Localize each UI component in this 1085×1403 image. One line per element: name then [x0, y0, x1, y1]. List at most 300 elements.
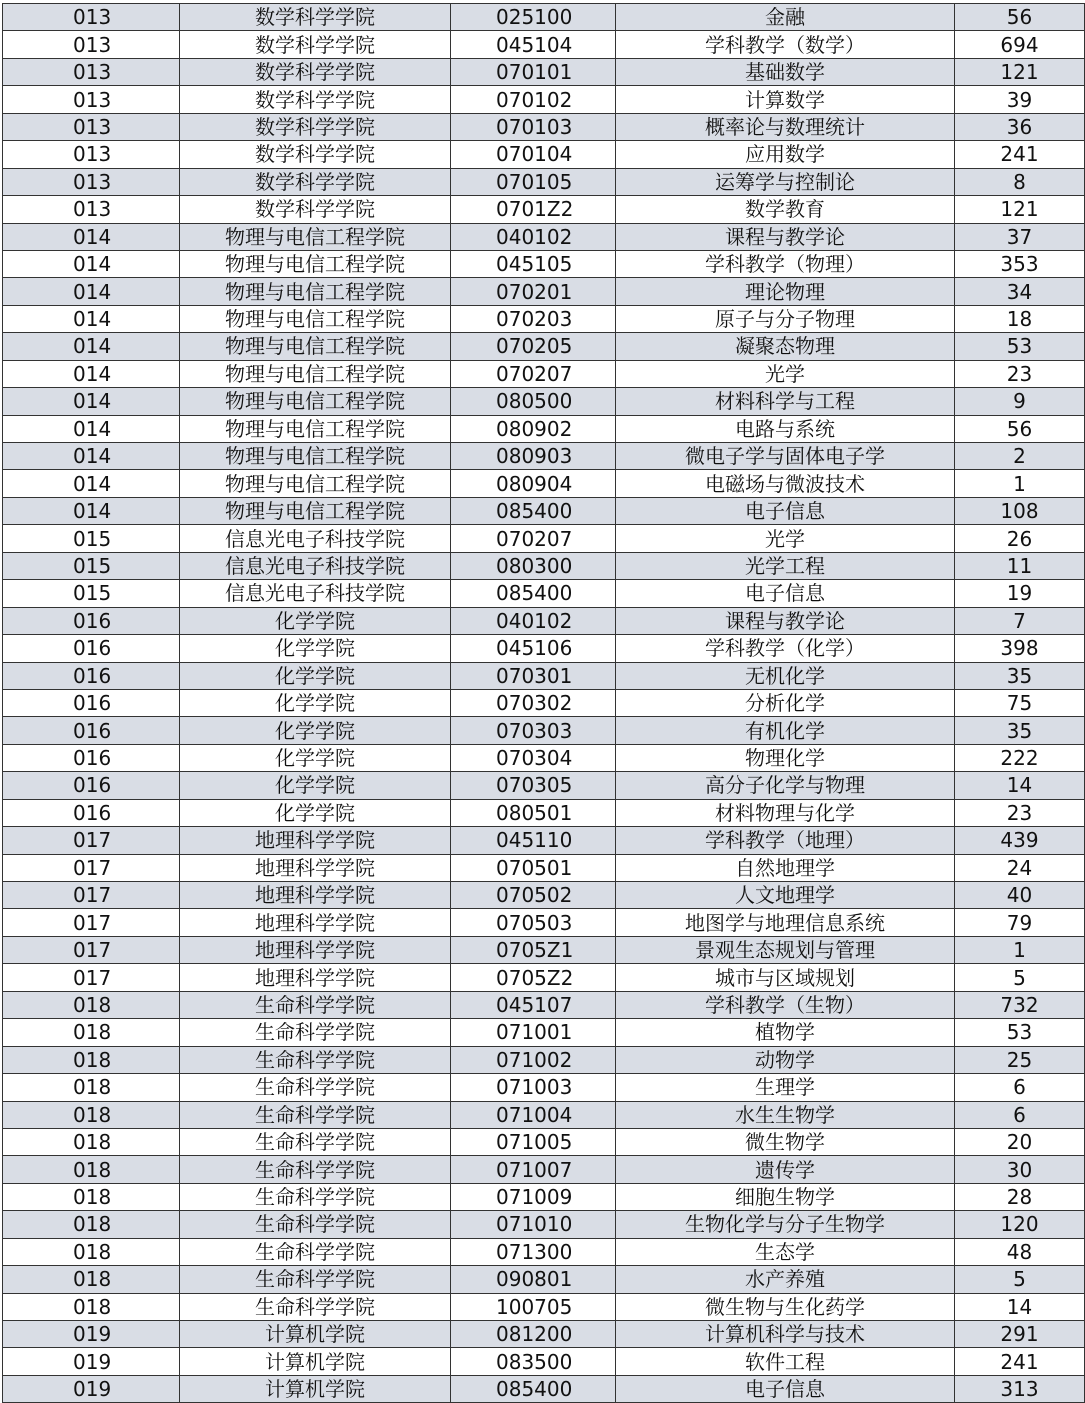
- major-code-cell: 045106: [451, 635, 616, 662]
- college-name-cell: 地理科学学院: [180, 936, 451, 963]
- major-code-cell: 071300: [451, 1238, 616, 1265]
- college-name-cell: 物理与电信工程学院: [180, 470, 451, 497]
- college-code-cell: 018: [3, 1293, 180, 1320]
- table-row: [3, 141, 1085, 168]
- major-code-cell: 100705: [451, 1293, 616, 1320]
- college-code-cell: 017: [3, 964, 180, 991]
- college-code-cell: 019: [3, 1348, 180, 1375]
- college-name-cell: 地理科学学院: [180, 854, 451, 881]
- major-name-cell: 植物学: [616, 1019, 955, 1046]
- college-name-cell: 地理科学学院: [180, 827, 451, 854]
- major-name-cell: 学科教学（地理）: [616, 827, 955, 854]
- table-row: [3, 388, 1085, 415]
- college-code-cell: 018: [3, 1046, 180, 1073]
- college-name-cell: 生命科学学院: [180, 1183, 451, 1210]
- college-name-cell: 计算机学院: [180, 1321, 451, 1348]
- college-code-cell: 014: [3, 443, 180, 470]
- college-code-cell: 014: [3, 250, 180, 277]
- table-row: [3, 443, 1085, 470]
- college-code-cell: 017: [3, 909, 180, 936]
- major-name-cell: 学科教学（生物）: [616, 991, 955, 1018]
- college-code-cell: 013: [3, 4, 180, 31]
- major-name-cell: 金融: [616, 4, 955, 31]
- college-code-cell: 014: [3, 278, 180, 305]
- count-cell: 37: [955, 223, 1085, 250]
- major-code-cell: 080904: [451, 470, 616, 497]
- major-code-cell: 040102: [451, 223, 616, 250]
- college-name-cell: 数学科学学院: [180, 141, 451, 168]
- count-cell: 14: [955, 772, 1085, 799]
- major-code-cell: 070501: [451, 854, 616, 881]
- major-code-cell: 045110: [451, 827, 616, 854]
- count-cell: 241: [955, 1348, 1085, 1375]
- count-cell: 40: [955, 882, 1085, 909]
- college-name-cell: 生命科学学院: [180, 1266, 451, 1293]
- college-name-cell: 地理科学学院: [180, 964, 451, 991]
- major-name-cell: 自然地理学: [616, 854, 955, 881]
- count-cell: 30: [955, 1156, 1085, 1183]
- college-code-cell: 018: [3, 1211, 180, 1238]
- major-name-cell: 课程与教学论: [616, 223, 955, 250]
- major-name-cell: 有机化学: [616, 717, 955, 744]
- college-code-cell: 013: [3, 58, 180, 85]
- major-name-cell: 材料物理与化学: [616, 799, 955, 826]
- table-row: [3, 1156, 1085, 1183]
- major-name-cell: 城市与区域规划: [616, 964, 955, 991]
- table-row: [3, 305, 1085, 332]
- college-code-cell: 018: [3, 1019, 180, 1046]
- college-name-cell: 化学学院: [180, 607, 451, 634]
- count-cell: 53: [955, 1019, 1085, 1046]
- college-name-cell: 化学学院: [180, 717, 451, 744]
- college-name-cell: 生命科学学院: [180, 1211, 451, 1238]
- college-code-cell: 017: [3, 936, 180, 963]
- major-code-cell: 085400: [451, 580, 616, 607]
- count-cell: 35: [955, 662, 1085, 689]
- table-row: [3, 58, 1085, 85]
- count-cell: 313: [955, 1375, 1085, 1402]
- college-code-cell: 017: [3, 854, 180, 881]
- college-code-cell: 013: [3, 113, 180, 140]
- college-name-cell: 化学学院: [180, 689, 451, 716]
- major-name-cell: 无机化学: [616, 662, 955, 689]
- major-name-cell: 光学: [616, 360, 955, 387]
- count-cell: 6: [955, 1074, 1085, 1101]
- major-name-cell: 光学工程: [616, 552, 955, 579]
- major-name-cell: 学科教学（物理）: [616, 250, 955, 277]
- major-code-cell: 085400: [451, 497, 616, 524]
- major-code-cell: 080902: [451, 415, 616, 442]
- college-name-cell: 化学学院: [180, 662, 451, 689]
- count-cell: 23: [955, 799, 1085, 826]
- major-code-cell: 0705Z2: [451, 964, 616, 991]
- table-row: [3, 1321, 1085, 1348]
- table-row: [3, 744, 1085, 771]
- college-name-cell: 生命科学学院: [180, 1156, 451, 1183]
- table-row: [3, 1019, 1085, 1046]
- major-name-cell: 分析化学: [616, 689, 955, 716]
- college-name-cell: 生命科学学院: [180, 991, 451, 1018]
- major-name-cell: 数学教育: [616, 196, 955, 223]
- count-cell: 8: [955, 168, 1085, 195]
- major-code-cell: 071009: [451, 1183, 616, 1210]
- college-name-cell: 信息光电子科技学院: [180, 525, 451, 552]
- college-name-cell: 物理与电信工程学院: [180, 223, 451, 250]
- college-code-cell: 018: [3, 991, 180, 1018]
- table-row: [3, 250, 1085, 277]
- college-name-cell: 化学学院: [180, 744, 451, 771]
- major-name-cell: 地图学与地理信息系统: [616, 909, 955, 936]
- count-cell: 23: [955, 360, 1085, 387]
- table-row: [3, 168, 1085, 195]
- college-code-cell: 014: [3, 497, 180, 524]
- college-name-cell: 生命科学学院: [180, 1019, 451, 1046]
- major-name-cell: 高分子化学与物理: [616, 772, 955, 799]
- college-code-cell: 016: [3, 772, 180, 799]
- major-code-cell: 071002: [451, 1046, 616, 1073]
- college-code-cell: 018: [3, 1238, 180, 1265]
- table-row: [3, 113, 1085, 140]
- count-cell: 121: [955, 196, 1085, 223]
- table-row: [3, 497, 1085, 524]
- major-code-cell: 045105: [451, 250, 616, 277]
- major-name-cell: 微生物与生化药学: [616, 1293, 955, 1320]
- count-cell: 1: [955, 936, 1085, 963]
- table-row: [3, 607, 1085, 634]
- college-name-cell: 地理科学学院: [180, 909, 451, 936]
- count-cell: 120: [955, 1211, 1085, 1238]
- count-cell: 18: [955, 305, 1085, 332]
- major-code-cell: 071001: [451, 1019, 616, 1046]
- college-name-cell: 数学科学学院: [180, 58, 451, 85]
- college-name-cell: 化学学院: [180, 799, 451, 826]
- major-code-cell: 070101: [451, 58, 616, 85]
- count-cell: 2: [955, 443, 1085, 470]
- major-code-cell: 070201: [451, 278, 616, 305]
- table-row: [3, 772, 1085, 799]
- college-name-cell: 计算机学院: [180, 1375, 451, 1402]
- table-row: [3, 1183, 1085, 1210]
- major-name-cell: 电子信息: [616, 497, 955, 524]
- major-name-cell: 水生生物学: [616, 1101, 955, 1128]
- college-code-cell: 018: [3, 1074, 180, 1101]
- college-name-cell: 生命科学学院: [180, 1293, 451, 1320]
- major-code-cell: 090801: [451, 1266, 616, 1293]
- major-code-cell: 071007: [451, 1156, 616, 1183]
- major-name-cell: 原子与分子物理: [616, 305, 955, 332]
- college-code-cell: 013: [3, 196, 180, 223]
- table-row: [3, 1238, 1085, 1265]
- table-row: [3, 689, 1085, 716]
- table-row: [3, 278, 1085, 305]
- count-cell: 36: [955, 113, 1085, 140]
- count-cell: 108: [955, 497, 1085, 524]
- college-name-cell: 数学科学学院: [180, 86, 451, 113]
- count-cell: 5: [955, 1266, 1085, 1293]
- college-name-cell: 地理科学学院: [180, 882, 451, 909]
- count-cell: 7: [955, 607, 1085, 634]
- college-code-cell: 013: [3, 141, 180, 168]
- major-code-cell: 080300: [451, 552, 616, 579]
- major-name-cell: 生理学: [616, 1074, 955, 1101]
- major-name-cell: 电磁场与微波技术: [616, 470, 955, 497]
- college-name-cell: 信息光电子科技学院: [180, 580, 451, 607]
- college-name-cell: 数学科学学院: [180, 168, 451, 195]
- major-code-cell: 045107: [451, 991, 616, 1018]
- major-name-cell: 软件工程: [616, 1348, 955, 1375]
- college-code-cell: 014: [3, 333, 180, 360]
- college-code-cell: 015: [3, 525, 180, 552]
- major-code-cell: 070103: [451, 113, 616, 140]
- count-cell: 439: [955, 827, 1085, 854]
- count-cell: 26: [955, 525, 1085, 552]
- major-code-cell: 070301: [451, 662, 616, 689]
- table-row: [3, 882, 1085, 909]
- college-code-cell: 018: [3, 1156, 180, 1183]
- table-row: [3, 415, 1085, 442]
- table-row: [3, 991, 1085, 1018]
- college-code-cell: 016: [3, 744, 180, 771]
- major-code-cell: 070502: [451, 882, 616, 909]
- count-cell: 121: [955, 58, 1085, 85]
- major-code-cell: 070503: [451, 909, 616, 936]
- table-row: [3, 525, 1085, 552]
- college-code-cell: 013: [3, 86, 180, 113]
- table-row: [3, 635, 1085, 662]
- college-code-cell: 014: [3, 305, 180, 332]
- college-name-cell: 生命科学学院: [180, 1238, 451, 1265]
- major-code-cell: 070207: [451, 360, 616, 387]
- count-cell: 222: [955, 744, 1085, 771]
- college-name-cell: 信息光电子科技学院: [180, 552, 451, 579]
- table-row: [3, 1128, 1085, 1155]
- major-code-cell: 071010: [451, 1211, 616, 1238]
- college-name-cell: 物理与电信工程学院: [180, 497, 451, 524]
- major-code-cell: 071003: [451, 1074, 616, 1101]
- table-row: [3, 223, 1085, 250]
- college-name-cell: 数学科学学院: [180, 113, 451, 140]
- major-code-cell: 070102: [451, 86, 616, 113]
- college-code-cell: 019: [3, 1321, 180, 1348]
- college-code-cell: 016: [3, 635, 180, 662]
- major-name-cell: 微生物学: [616, 1128, 955, 1155]
- count-cell: 56: [955, 4, 1085, 31]
- college-name-cell: 物理与电信工程学院: [180, 415, 451, 442]
- major-name-cell: 遗传学: [616, 1156, 955, 1183]
- major-code-cell: 045104: [451, 31, 616, 58]
- count-cell: 75: [955, 689, 1085, 716]
- count-cell: 39: [955, 86, 1085, 113]
- college-name-cell: 数学科学学院: [180, 31, 451, 58]
- count-cell: 398: [955, 635, 1085, 662]
- major-name-cell: 学科教学（化学）: [616, 635, 955, 662]
- college-code-cell: 014: [3, 470, 180, 497]
- major-name-cell: 物理化学: [616, 744, 955, 771]
- table-row: [3, 909, 1085, 936]
- count-cell: 19: [955, 580, 1085, 607]
- major-name-cell: 计算数学: [616, 86, 955, 113]
- college-code-cell: 014: [3, 223, 180, 250]
- count-cell: 694: [955, 31, 1085, 58]
- college-name-cell: 生命科学学院: [180, 1128, 451, 1155]
- count-cell: 1: [955, 470, 1085, 497]
- table-row: [3, 360, 1085, 387]
- count-cell: 53: [955, 333, 1085, 360]
- college-code-cell: 015: [3, 552, 180, 579]
- count-cell: 25: [955, 1046, 1085, 1073]
- major-name-cell: 微电子学与固体电子学: [616, 443, 955, 470]
- college-name-cell: 生命科学学院: [180, 1046, 451, 1073]
- major-name-cell: 生态学: [616, 1238, 955, 1265]
- college-name-cell: 生命科学学院: [180, 1074, 451, 1101]
- major-code-cell: 071005: [451, 1128, 616, 1155]
- major-code-cell: 080500: [451, 388, 616, 415]
- major-name-cell: 动物学: [616, 1046, 955, 1073]
- table-row: [3, 964, 1085, 991]
- count-cell: 14: [955, 1293, 1085, 1320]
- major-code-cell: 070104: [451, 141, 616, 168]
- major-name-cell: 景观生态规划与管理: [616, 936, 955, 963]
- major-name-cell: 电路与系统: [616, 415, 955, 442]
- major-code-cell: 0701Z2: [451, 196, 616, 223]
- college-name-cell: 数学科学学院: [180, 196, 451, 223]
- college-name-cell: 物理与电信工程学院: [180, 250, 451, 277]
- enrollment-table: [2, 3, 1085, 1403]
- major-name-cell: 光学: [616, 525, 955, 552]
- table-row: [3, 936, 1085, 963]
- college-code-cell: 017: [3, 827, 180, 854]
- major-name-cell: 生物化学与分子生物学: [616, 1211, 955, 1238]
- major-code-cell: 0705Z1: [451, 936, 616, 963]
- table-row: [3, 196, 1085, 223]
- college-code-cell: 013: [3, 31, 180, 58]
- major-code-cell: 025100: [451, 4, 616, 31]
- major-name-cell: 材料科学与工程: [616, 388, 955, 415]
- major-code-cell: 080903: [451, 443, 616, 470]
- major-name-cell: 人文地理学: [616, 882, 955, 909]
- major-code-cell: 083500: [451, 1348, 616, 1375]
- college-code-cell: 014: [3, 388, 180, 415]
- major-code-cell: 070305: [451, 772, 616, 799]
- table-row: [3, 1074, 1085, 1101]
- major-name-cell: 电子信息: [616, 1375, 955, 1402]
- college-code-cell: 014: [3, 415, 180, 442]
- major-name-cell: 凝聚态物理: [616, 333, 955, 360]
- major-code-cell: 070203: [451, 305, 616, 332]
- college-name-cell: 物理与电信工程学院: [180, 333, 451, 360]
- count-cell: 5: [955, 964, 1085, 991]
- table-row: [3, 662, 1085, 689]
- major-code-cell: 080501: [451, 799, 616, 826]
- table-row: [3, 1046, 1085, 1073]
- college-name-cell: 计算机学院: [180, 1348, 451, 1375]
- table-row: [3, 1375, 1085, 1402]
- college-code-cell: 017: [3, 882, 180, 909]
- table-row: [3, 1348, 1085, 1375]
- count-cell: 353: [955, 250, 1085, 277]
- table-row: [3, 470, 1085, 497]
- table-row: [3, 1293, 1085, 1320]
- college-code-cell: 016: [3, 662, 180, 689]
- table-row: [3, 31, 1085, 58]
- major-name-cell: 理论物理: [616, 278, 955, 305]
- college-name-cell: 化学学院: [180, 635, 451, 662]
- college-code-cell: 014: [3, 360, 180, 387]
- college-name-cell: 物理与电信工程学院: [180, 305, 451, 332]
- college-name-cell: 数学科学学院: [180, 4, 451, 31]
- college-code-cell: 016: [3, 717, 180, 744]
- college-code-cell: 015: [3, 580, 180, 607]
- count-cell: 9: [955, 388, 1085, 415]
- college-code-cell: 016: [3, 799, 180, 826]
- major-code-cell: 070302: [451, 689, 616, 716]
- table-row: [3, 1211, 1085, 1238]
- college-code-cell: 013: [3, 168, 180, 195]
- count-cell: 28: [955, 1183, 1085, 1210]
- college-code-cell: 018: [3, 1266, 180, 1293]
- table-row: [3, 827, 1085, 854]
- major-code-cell: 085400: [451, 1375, 616, 1402]
- major-name-cell: 水产养殖: [616, 1266, 955, 1293]
- major-name-cell: 应用数学: [616, 141, 955, 168]
- major-name-cell: 计算机科学与技术: [616, 1321, 955, 1348]
- table-row: [3, 854, 1085, 881]
- count-cell: 291: [955, 1321, 1085, 1348]
- major-code-cell: 071004: [451, 1101, 616, 1128]
- college-code-cell: 016: [3, 689, 180, 716]
- table-row: [3, 1101, 1085, 1128]
- count-cell: 11: [955, 552, 1085, 579]
- table-row: [3, 1266, 1085, 1293]
- count-cell: 35: [955, 717, 1085, 744]
- count-cell: 56: [955, 415, 1085, 442]
- major-code-cell: 070304: [451, 744, 616, 771]
- count-cell: 24: [955, 854, 1085, 881]
- major-name-cell: 基础数学: [616, 58, 955, 85]
- table-row: [3, 552, 1085, 579]
- college-name-cell: 物理与电信工程学院: [180, 443, 451, 470]
- table-row: [3, 799, 1085, 826]
- major-code-cell: 070303: [451, 717, 616, 744]
- major-name-cell: 细胞生物学: [616, 1183, 955, 1210]
- major-name-cell: 课程与教学论: [616, 607, 955, 634]
- major-code-cell: 070105: [451, 168, 616, 195]
- major-name-cell: 电子信息: [616, 580, 955, 607]
- major-name-cell: 学科教学（数学）: [616, 31, 955, 58]
- count-cell: 34: [955, 278, 1085, 305]
- college-name-cell: 物理与电信工程学院: [180, 278, 451, 305]
- college-name-cell: 生命科学学院: [180, 1101, 451, 1128]
- college-code-cell: 016: [3, 607, 180, 634]
- college-code-cell: 018: [3, 1128, 180, 1155]
- count-cell: 20: [955, 1128, 1085, 1155]
- college-name-cell: 物理与电信工程学院: [180, 388, 451, 415]
- college-code-cell: 018: [3, 1101, 180, 1128]
- college-code-cell: 018: [3, 1183, 180, 1210]
- college-name-cell: 物理与电信工程学院: [180, 360, 451, 387]
- major-code-cell: 040102: [451, 607, 616, 634]
- count-cell: 241: [955, 141, 1085, 168]
- count-cell: 6: [955, 1101, 1085, 1128]
- table-row: [3, 4, 1085, 31]
- major-code-cell: 070207: [451, 525, 616, 552]
- major-name-cell: 概率论与数理统计: [616, 113, 955, 140]
- major-code-cell: 081200: [451, 1321, 616, 1348]
- table-body: [3, 4, 1085, 1403]
- count-cell: 48: [955, 1238, 1085, 1265]
- table-row: [3, 333, 1085, 360]
- college-name-cell: 化学学院: [180, 772, 451, 799]
